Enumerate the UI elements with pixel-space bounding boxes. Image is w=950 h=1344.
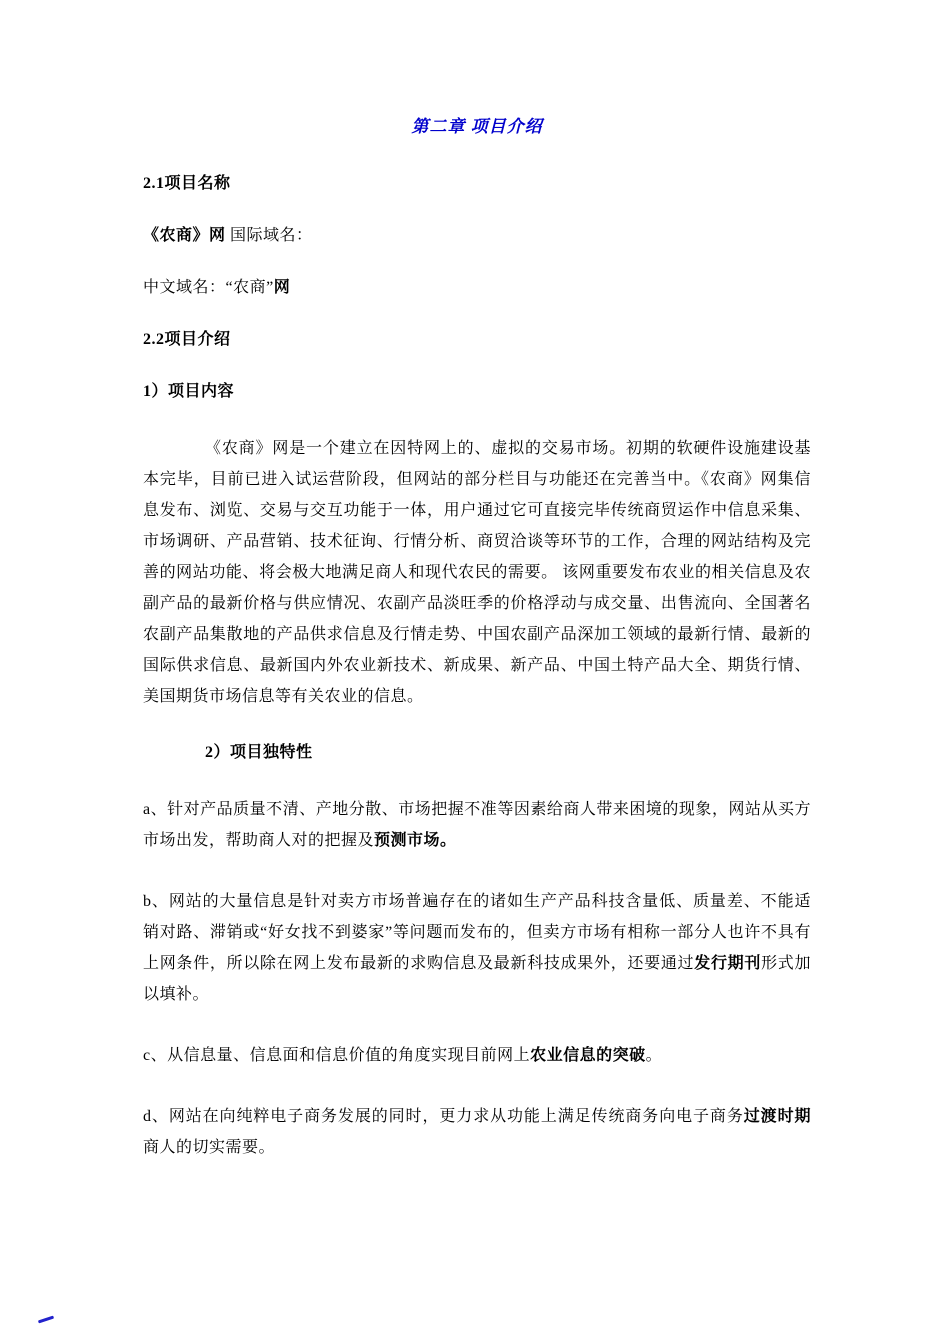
bold-text-run: 农业信息的突破 [530,1047,646,1064]
page-corner-mark [38,1316,54,1324]
domain-line-international [143,225,811,247]
paragraph-c [143,1040,811,1071]
text-run: 《农商》网是一个建立在因特网上的、虚拟的交易市场。初期的软硬件设施建设基本完毕，目前已进入试运营阶段，但网站的部分栏目与功能还在完善当中。《农商》网集信息发布、浏览、交易与交互功能于一体，用户通过它可直接完毕传统商贸运作中信息采集、市场调研、产品营销、技术征询、行情分析、商贸洽谈等环节的工作，合理的网站结构及完善的网站功能、将会极大地满足商人和现代农民的需要。 该网重要发布农业的相关信息及农副产品的最新价格与供应情况、农副产品淡旺季的价格浮动与成交量、出售流向、全国著名农副产品集散地的产品供求信息及行情走势、中国农副产品深加工领域的最新行情、最新的国际供求信息、最新国内外农业新技术、新成果、新产品、中国土特产品大全、期货行情、美国期货市场信息等有关农业的信息。 [143,440,811,705]
text-run: d、网站在向纯粹电子商务发展的同时，更力求从功能上满足传统商务向电子商务 [143,1108,744,1125]
text-run: b、网站的大量信息是针对卖方市场普遍存在的诸如生产产品科技含量低、质量差、不能适销对路、滞销或“好女找不到婆家”等问题而发布的，但卖方市场有相称一部分人也许不具有上网条件，所以除在网上发布最新的求购信息及最新科技成果外，还要通过 [143,893,811,972]
document-title: 第二章 项目介绍 [411,117,543,136]
bold-text-run: 1）项目内容 [143,383,235,400]
text-run: 国际域名： [225,227,313,244]
text-run: 。 [645,1047,663,1064]
paragraph-b [143,886,811,1010]
text-run: 商人的切实需要。 [143,1139,276,1156]
bold-text-run: 2）项目独特性 [205,744,313,761]
document-body [143,173,811,1163]
bold-text-run: 预测市场。 [374,832,457,849]
document-content [143,112,811,1193]
paragraph-a [143,794,811,856]
text-run: c、从信息量、信息面和信息价值的角度实现目前网上 [143,1047,531,1064]
section-heading-2-1 [143,173,811,195]
subsection-heading-1 [143,381,811,403]
section-heading-2-2 [143,329,811,351]
bold-text-run: 2.1项目名称 [143,175,231,192]
bold-text-run: 网 [273,279,291,296]
paragraph-project-content [143,433,811,712]
bold-text-run: 2.2项目介绍 [143,331,231,348]
text-run: 形式加以填补。 [143,955,811,1003]
bold-text-run: 《农商》网 [143,227,226,244]
domain-line-chinese [143,277,811,299]
bold-text-run: 发行期刊 [694,955,762,972]
bold-text-run: 过渡时期 [743,1108,811,1125]
text-run: a、针对产品质量不清、产地分散、市场把握不准等因素给商人带来困境的现象，网站从买方市场出发，帮助商人对的把握及 [143,801,811,849]
subsection-heading-2 [143,742,811,764]
paragraph-d [143,1101,811,1163]
text-run: 中文域名：“农商” [143,279,274,296]
